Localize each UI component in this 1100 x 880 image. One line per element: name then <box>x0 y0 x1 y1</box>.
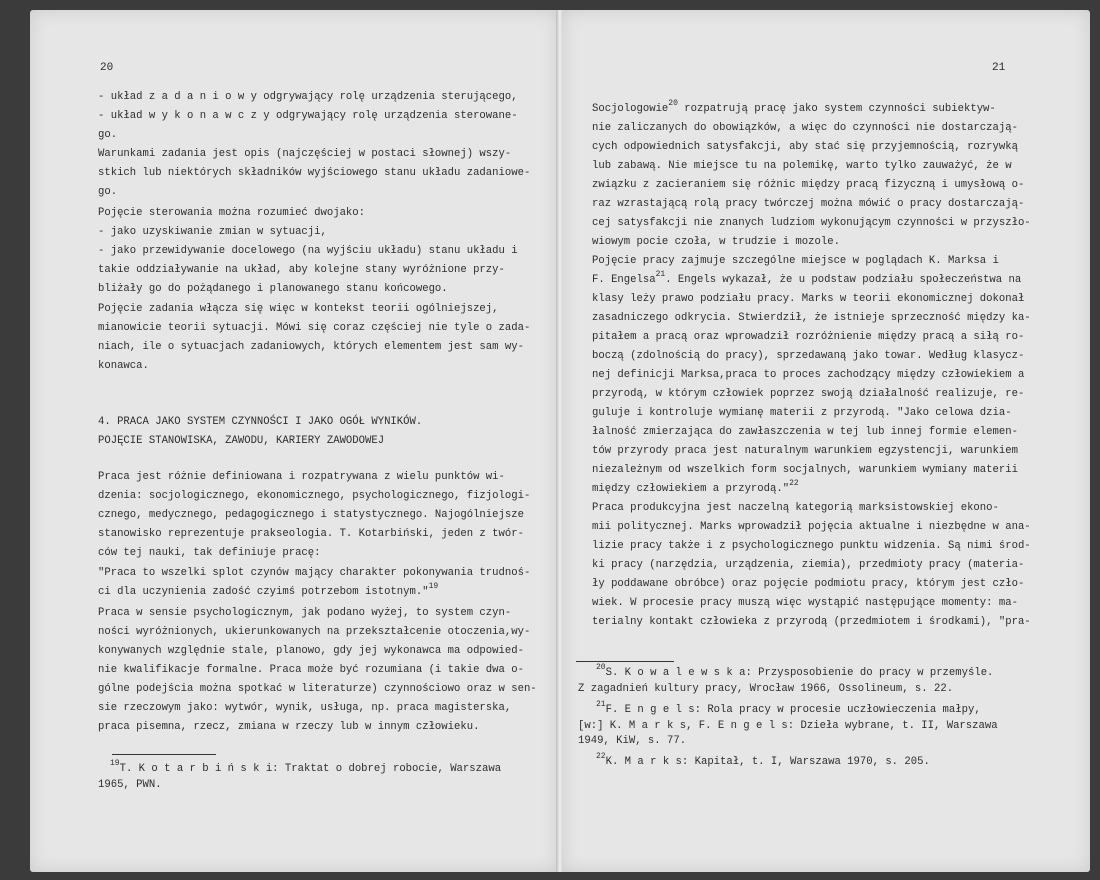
section-heading: POJĘCIE STANOWISKA, ZAWODU, KARIERY ZAWODOWEJ <box>98 435 385 447</box>
text-line: guluje i kontroluje wymianę materii z przyrodą. "Jako celowa dzia- <box>592 407 1012 419</box>
text-line: F. Engelsa$^{21}$. Engels wykazał, że u podstaw podziału społeczeństwa na <box>592 270 1022 286</box>
text-line: cznego, medycznego, pedagogicznego i statystycznego. Najogólniejsze <box>98 509 524 521</box>
footnote-rule <box>112 754 216 755</box>
text-line: klasy leży prawo podziału pracy. Marks w teorii ekonomicznej dokonał <box>592 293 1025 305</box>
text-line: stkich lub niektórych składników wyjściowego stanu układu zadaniowe- <box>98 167 531 179</box>
text-line: - układ w y k o n a w c z y odgrywający rolę urządzenia sterowane- <box>98 110 518 122</box>
text-line: ci dla uczynienia zadość czyimś potrzebom istotnym."$^{19}$ <box>98 582 439 598</box>
text-line: - jako uzyskiwanie zmian w sytuacji, <box>98 226 327 238</box>
text-line: związku z zacieraniem się różnic między pracą fizyczną i umysłową o- <box>592 179 1025 191</box>
footnote-21: $^{21}$F. E n g e l s: Rola pracy w procesie uczłowieczenia małpy, <box>596 700 981 716</box>
text-line: sie rzeczowym jako: wytwór, wynik, usługa, np. praca magisterska, <box>98 702 512 714</box>
text-line: - układ z a d a n i o w y odgrywający rolę urządzenia sterującego, <box>98 91 518 103</box>
text-line: "Praca to wszelki splot czynów mający charakter pokonywania trudnoś- <box>98 567 531 579</box>
text-line: go. <box>98 186 118 198</box>
footnote-ref-19: 19 <box>428 582 439 591</box>
text-line: wiek. W procesie pracy muszą więc wystąpić następujące momenty: ma- <box>592 597 1018 609</box>
text-line: nie kwalifikacje formalne. Praca może być rozumiana (i takie dwa o- <box>98 664 524 676</box>
text-line: niezależnym od wszelkich form socjalnych, warunkiem wymiany materii <box>592 464 1018 476</box>
text-line: ły poddawane obróbce) oraz pojęcie podmiotu pracy, którym jest czło- <box>592 578 1025 590</box>
text-line: cej satysfakcji nie znanych ludziom wykonującym czynności w przyszło- <box>592 217 1031 229</box>
text-line: nej definicji Marksa,praca to proces zachodzący między człowiekiem a <box>592 369 1025 381</box>
text-line: cych odpowiednich satysfakcji, aby stać się przyjemnością, rozrywką <box>592 141 1018 153</box>
text-line: boczą (zdolnością do pracy), sprzedawaną jako towar. Według klasycz- <box>592 350 1025 362</box>
page-number-right: 21 <box>992 62 1006 74</box>
footnote-ref-21: 21 <box>655 270 666 279</box>
text-line: lizie pracy także i z psychologicznego punktu widzenia. Są nimi środ- <box>592 540 1031 552</box>
text-line: Warunkami zadania jest opis (najczęściej w postaci słownej) wszy- <box>98 148 512 160</box>
footnote-21-cont: 1949, KiW, s. 77. <box>578 735 687 747</box>
text-line: - jako przewidywanie docelowego (na wyjściu układu) stanu układu i <box>98 245 518 257</box>
text-line: Pojęcie zadania włącza się więc w kontekst teorii ogólniejszej, <box>98 303 499 315</box>
text-line: ności wyróżnionych, ukierunkowanych na przekształcenie otoczenia,wy- <box>98 626 531 638</box>
left-page <box>30 10 558 872</box>
footnote-20: $^{20}$S. K o w a l e w s k a: Przysposobienie do pracy w przemyśle. <box>596 663 994 679</box>
text-line: lub zabawą. Nie miejsce tu na polemikę, warto tylko zauważyć, że w <box>592 160 1012 172</box>
text-line: go. <box>98 129 118 141</box>
footnote-19: $^{19}$T. K o t a r b i ń s k i: Traktat o dobrej robocie, Warszawa <box>110 759 502 775</box>
text-line: ców tej nauki, tak definiuje pracę: <box>98 547 321 559</box>
section-heading: 4. PRACA JAKO SYSTEM CZYNNOŚCI I JAKO OGÓŁ WYNIKÓW. <box>98 416 423 428</box>
text-line: Pojęcie pracy zajmuje szczególne miejsce w poglądach K. Marksa i <box>592 255 999 267</box>
text-line: mianowicie teorii sytuacji. Mówi się coraz częściej nie tyle o zada- <box>98 322 531 334</box>
text-line: zasadniczego odkrycia. Stwierdził, że istnieje sprzeczność między ka- <box>592 312 1031 324</box>
footnote-19-cont: 1965, PWN. <box>98 779 162 791</box>
text-line: konawca. <box>98 360 149 372</box>
text-line: ki pracy (narzędzia, urządzenia, ziemia), przedmioty pracy (materia- <box>592 559 1025 571</box>
text-line: tów przyrody praca jest naturalnym warunkiem egzystencji, warunkiem <box>592 445 1018 457</box>
text-line: terialny kontakt człowieka z przyrodą (przedmiotem i środkami), "pra- <box>592 616 1031 628</box>
text-line: bliżały go do pożądanego i planowanego stanu końcowego. <box>98 283 448 295</box>
text-line: takie oddziaływanie na układ, aby kolejne stany wyróżnione przy- <box>98 264 505 276</box>
footnote-ref-22: 22 <box>789 479 799 488</box>
text-line: niach, ile o sytuacjach zadaniowych, których elementem jest sam wy- <box>98 341 524 353</box>
text-line: wiowym pocie czoła, w trudzie i mozole. <box>592 236 840 248</box>
text-line: przyrodą, w którym człowiek poprzez swoją działalność realizuje, re- <box>592 388 1025 400</box>
text-line: Pojęcie sterowania można rozumieć dwojako: <box>98 207 366 219</box>
text-line: konywanych względnie stale, planowo, gdy jej wykonawca ma odpowied- <box>98 645 524 657</box>
footnote-ref-20: 20 <box>668 99 678 108</box>
text-line: dzenia: socjologicznego, ekonomicznego, psychologicznego, fizjologi- <box>98 490 531 502</box>
footnote-20-cont: Z zagadnień kultury pracy, Wrocław 1966, Ossolineum, s. 22. <box>578 683 954 695</box>
text-line: nie zaliczanych do obowiązków, a więc do czynności nie dostarczają- <box>592 122 1018 134</box>
text-line: Socjologowie$^{20}$ rozpatrują pracę jako system czynności subiektyw- <box>592 99 996 115</box>
footnote-21-cont: [w:] K. M a r k s, F. E n g e l s: Dzieła wybrane, t. II, Warszawa <box>578 720 998 732</box>
footnote-rule <box>576 661 674 662</box>
text-line: praca pisemna, rzecz, zmiana w rzeczy lub w innym człowieku. <box>98 721 480 733</box>
footnote-22: $^{22}$K. M a r k s: Kapitał, t. I, Warszawa 1970, s. 205. <box>596 752 930 768</box>
text-line: pitałem a pracą oraz wprowadził rozróżnienie między pracą a siłą ro- <box>592 331 1025 343</box>
text-line: stanowisko reprezentuje prakseologia. T. Kotarbiński, jeden z twór- <box>98 528 524 540</box>
text-line: raz wzrastającą rolą pracy twórczej można mówić o pracy dostarczają- <box>592 198 1025 210</box>
text-line: Praca w sensie psychologicznym, jak podano wyżej, to system czyn- <box>98 607 512 619</box>
text-line: gólne podejścia można spotkać w literaturze) czynnościowo oraz w sen- <box>98 683 537 695</box>
text-line: łalność zmierzająca do zawłaszczenia w tej lub innej formie elemen- <box>592 426 1018 438</box>
text-line: Praca jest różnie definiowana i rozpatrywana z wielu punktów wi- <box>98 471 505 483</box>
text-line: mii politycznej. Marks wprowadził pojęcia aktualne i niezbędne w ana- <box>592 521 1031 533</box>
text-line: Praca produkcyjna jest naczelną kategorią marksistowskiej ekono- <box>592 502 999 514</box>
text-line: między człowiekiem a przyrodą."$^{22}$ <box>592 479 799 495</box>
right-page <box>562 10 1090 872</box>
page-number-left: 20 <box>100 62 114 74</box>
